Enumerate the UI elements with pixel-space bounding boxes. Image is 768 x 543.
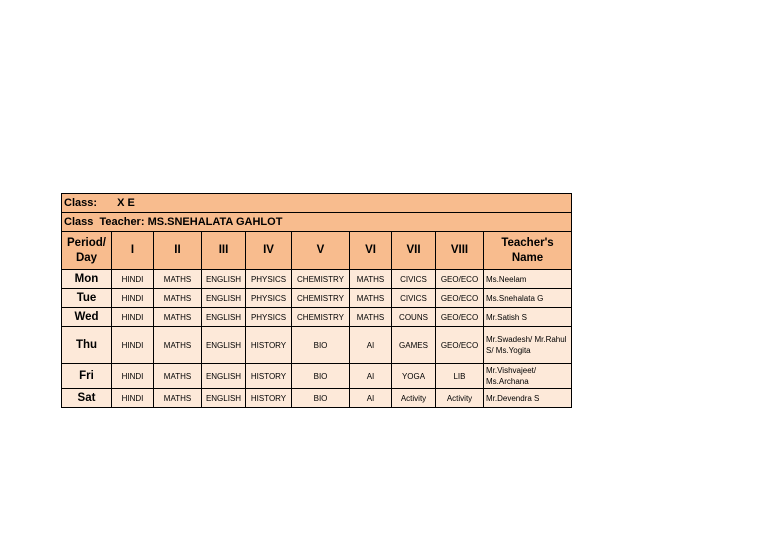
period-cell: MATHS xyxy=(350,270,392,289)
period-cell: GEO/ECO xyxy=(436,308,484,327)
period-cell: PHYSICS xyxy=(246,270,292,289)
class-teacher-value: MS.SNEHALATA GAHLOT xyxy=(147,216,283,228)
period-cell: CHEMISTRY xyxy=(292,308,350,327)
table-row-fri xyxy=(62,364,572,389)
period-cell: GEO/ECO xyxy=(436,289,484,308)
table-row-wed xyxy=(62,308,572,327)
teacher-cell: Mr.Devendra S xyxy=(484,389,572,408)
period-cell: MATHS xyxy=(154,364,202,389)
period-cell: HISTORY xyxy=(246,389,292,408)
period-cell: COUNS xyxy=(392,308,436,327)
period-cell: MATHS xyxy=(154,308,202,327)
header-period-5: V xyxy=(292,232,350,270)
period-cell: CIVICS xyxy=(392,289,436,308)
period-cell: Activity xyxy=(436,389,484,408)
period-cell: BIO xyxy=(292,327,350,364)
class-row xyxy=(62,194,572,213)
period-cell: ENGLISH xyxy=(202,270,246,289)
teacher-cell: Ms.Neelam xyxy=(484,270,572,289)
period-cell: BIO xyxy=(292,389,350,408)
table-row-thu xyxy=(62,327,572,364)
teacher-cell: Mr.Vishvajeet/ Ms.Archana xyxy=(484,364,572,389)
period-cell: GEO/ECO xyxy=(436,270,484,289)
period-cell: HINDI xyxy=(112,327,154,364)
table-row-mon xyxy=(62,270,572,289)
table-row-tue xyxy=(62,289,572,308)
day-cell: Fri xyxy=(62,364,112,389)
period-cell: HISTORY xyxy=(246,364,292,389)
period-cell: GEO/ECO xyxy=(436,327,484,364)
period-cell: MATHS xyxy=(154,289,202,308)
period-cell: YOGA xyxy=(392,364,436,389)
period-cell: CHEMISTRY xyxy=(292,289,350,308)
table-row-sat xyxy=(62,389,572,408)
period-cell: LIB xyxy=(436,364,484,389)
day-cell: Tue xyxy=(62,289,112,308)
teacher-cell: Mr.Satish S xyxy=(484,308,572,327)
period-cell: HINDI xyxy=(112,364,154,389)
class-teacher-label: Class Teacher: xyxy=(64,216,145,228)
day-cell: Thu xyxy=(62,327,112,364)
period-cell: GAMES xyxy=(392,327,436,364)
period-cell: PHYSICS xyxy=(246,289,292,308)
period-cell: CIVICS xyxy=(392,270,436,289)
period-cell: ENGLISH xyxy=(202,327,246,364)
period-cell: AI xyxy=(350,327,392,364)
period-cell: HINDI xyxy=(112,389,154,408)
header-period-3: III xyxy=(202,232,246,270)
day-cell: Wed xyxy=(62,308,112,327)
class-cell xyxy=(62,194,572,213)
period-cell: ENGLISH xyxy=(202,308,246,327)
header-period-8: VIII xyxy=(436,232,484,270)
period-cell: CHEMISTRY xyxy=(292,270,350,289)
period-cell: MATHS xyxy=(154,327,202,364)
period-cell: PHYSICS xyxy=(246,308,292,327)
period-cell: ENGLISH xyxy=(202,289,246,308)
header-period-1: I xyxy=(112,232,154,270)
period-cell: BIO xyxy=(292,364,350,389)
period-cell: AI xyxy=(350,364,392,389)
day-cell: Sat xyxy=(62,389,112,408)
header-period-6: VI xyxy=(350,232,392,270)
header-period-4: IV xyxy=(246,232,292,270)
header-period-7: VII xyxy=(392,232,436,270)
period-cell: ENGLISH xyxy=(202,389,246,408)
period-cell: ENGLISH xyxy=(202,364,246,389)
period-cell: HINDI xyxy=(112,308,154,327)
period-cell: MATHS xyxy=(350,289,392,308)
period-cell: Activity xyxy=(392,389,436,408)
class-teacher-row xyxy=(62,213,572,232)
day-cell: Mon xyxy=(62,270,112,289)
class-teacher-cell xyxy=(62,213,572,232)
teacher-cell: Mr.Swadesh/ Mr.Rahul S/ Ms.Yogita xyxy=(484,327,572,364)
class-label: Class: xyxy=(64,197,98,209)
period-cell: MATHS xyxy=(154,389,202,408)
period-cell: AI xyxy=(350,389,392,408)
period-cell: MATHS xyxy=(154,270,202,289)
class-value: X E xyxy=(117,197,135,209)
period-cell: MATHS xyxy=(350,308,392,327)
timetable xyxy=(61,193,572,408)
column-header-row xyxy=(62,232,572,270)
period-cell: HINDI xyxy=(112,289,154,308)
header-period-2: II xyxy=(154,232,202,270)
period-cell: HISTORY xyxy=(246,327,292,364)
header-period-day: Period/ Day xyxy=(62,232,112,270)
teacher-cell: Ms.Snehalata G xyxy=(484,289,572,308)
period-cell: HINDI xyxy=(112,270,154,289)
header-teacher-name: Teacher's Name xyxy=(484,232,572,270)
